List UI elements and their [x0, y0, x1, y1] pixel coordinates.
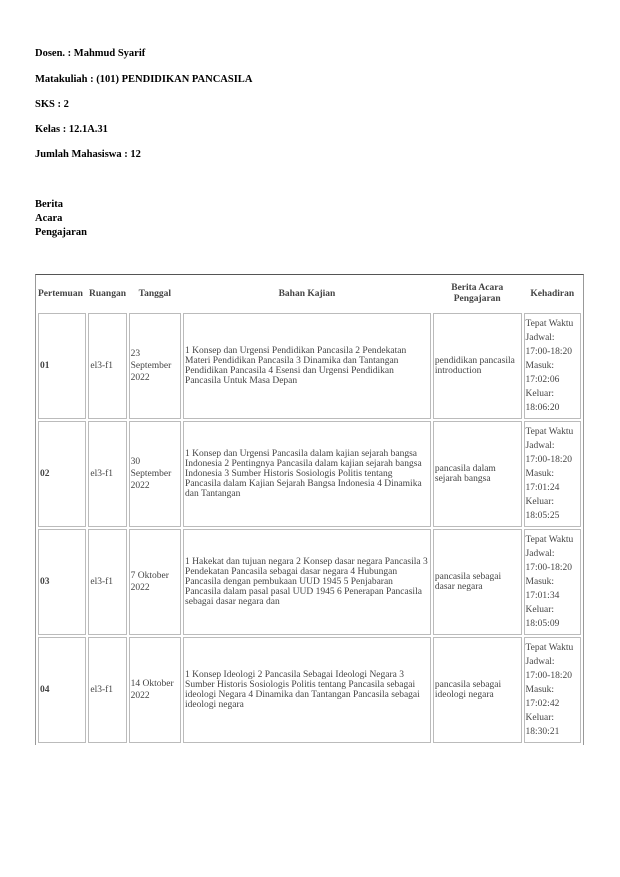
tanggal-cell: 7 Oktober 2022 — [129, 529, 181, 635]
berita-acara-cell: pancasila sebagai ideologi negara — [433, 637, 522, 743]
table-row — [38, 637, 581, 743]
column-header-berita-acara: Berita Acara Pengajaran — [451, 283, 504, 304]
kehadiran-jadwal-label: Jadwal: — [525, 441, 555, 451]
tanggal-cell: 14 Oktober 2022 — [129, 637, 181, 743]
bahan-kajian-cell: 1 Hakekat dan tujuan negara 2 Konsep dasar negara Pancasila 3 Pendekatan Pancasila sebagai dasar negara 4 Hubungan Pancasila dengan pembukaan UUD 1945 5 Penjabaran Pancasila dalam pasal pasal UUD 1945 6 Penerapan Pancasila sebagai dasar negara dan — [183, 529, 431, 635]
jumlah-mahasiswa-label: Jumlah Mahasiswa : 12 — [35, 149, 141, 160]
berita-acara-cell: pancasila dalam sejarah bangsa — [433, 421, 522, 527]
pertemuan-cell: 04 — [38, 637, 86, 743]
kehadiran-keluar-value: 18:06:20 — [525, 403, 560, 413]
pertemuan-cell: 01 — [38, 313, 86, 419]
tanggal-cell: 23 September 2022 — [129, 313, 181, 419]
kehadiran-masuk-label: Masuk: — [525, 361, 555, 371]
table-header-row — [38, 277, 581, 311]
ruangan-cell: el3-f1 — [88, 529, 126, 635]
kehadiran-status: Tepat Waktu — [525, 535, 574, 545]
section-title-line: Acara — [35, 213, 63, 224]
table-row — [38, 313, 581, 419]
bahan-kajian-cell: 1 Konsep dan Urgensi Pancasila dalam kajian sejarah bangsa Indonesia 2 Pentingnya Pancasila dalam kajian sejarah bangsa Indonesia 3 Sumber Historis Sosiologis Politis tentang Pancasila dalam Kajian Sejarah Bangsa Indonesia 4 Dinamika dan Tantangan — [183, 421, 431, 527]
dosen-label: Dosen. : Mahmud Syarif — [35, 48, 146, 59]
kehadiran-status: Tepat Waktu — [525, 643, 574, 653]
column-header-kehadiran: Kehadiran — [530, 288, 575, 299]
kehadiran-jadwal-value: 17:00-18:20 — [525, 455, 572, 465]
section-title-line: Berita — [35, 199, 63, 210]
bahan-kajian-cell: 1 Konsep Ideologi 2 Pancasila Sebagai Ideologi Negara 3 Sumber Historis Sosiologis Politis tentang Pancasila sebagai ideologi Negara 4 Dinamika dan Tantangan Pancasila sebagai ideologi negara — [183, 637, 431, 743]
section-title-line: Pengajaran — [35, 227, 87, 238]
ruangan-cell: el3-f1 — [88, 313, 126, 419]
kehadiran-cell — [524, 313, 581, 419]
kehadiran-keluar-label: Keluar: — [525, 605, 555, 615]
pertemuan-cell: 02 — [38, 421, 86, 527]
berita-acara-cell: pancasila sebagai dasar negara — [433, 529, 522, 635]
kehadiran-jadwal-label: Jadwal: — [525, 549, 555, 559]
column-header-pertemuan: Pertemuan — [38, 288, 83, 299]
table-row — [38, 421, 581, 527]
kehadiran-masuk-value: 17:02:42 — [525, 699, 560, 709]
kehadiran-cell — [524, 421, 581, 527]
kehadiran-masuk-value: 17:01:24 — [525, 483, 560, 493]
kehadiran-masuk-value: 17:02:06 — [525, 375, 560, 385]
column-header-ruangan: Ruangan — [89, 288, 126, 299]
sks-label: SKS : 2 — [35, 99, 69, 110]
ruangan-cell: el3-f1 — [88, 637, 126, 743]
kehadiran-cell — [524, 529, 581, 635]
kelas-label: Kelas : 12.1A.31 — [35, 124, 108, 135]
column-header-tanggal: Tanggal — [138, 288, 172, 299]
column-header-bahan-kajian: Bahan Kajian — [278, 288, 336, 299]
kehadiran-jadwal-value: 17:00-18:20 — [525, 347, 572, 357]
kehadiran-keluar-value: 18:05:25 — [525, 511, 560, 521]
kehadiran-status: Tepat Waktu — [525, 427, 574, 437]
kehadiran-keluar-value: 18:30:21 — [525, 727, 560, 737]
kehadiran-status: Tepat Waktu — [525, 319, 574, 329]
table-row — [38, 529, 581, 635]
tanggal-cell: 30 September 2022 — [129, 421, 181, 527]
kehadiran-jadwal-value: 17:00-18:20 — [525, 563, 572, 573]
kehadiran-keluar-label: Keluar: — [525, 389, 555, 399]
kehadiran-keluar-label: Keluar: — [525, 713, 555, 723]
kehadiran-jadwal-value: 17:00-18:20 — [525, 671, 572, 681]
kehadiran-masuk-value: 17:01:34 — [525, 591, 560, 601]
kehadiran-jadwal-label: Jadwal: — [525, 333, 555, 343]
kehadiran-masuk-label: Masuk: — [525, 577, 555, 587]
section-title — [35, 198, 87, 240]
kehadiran-masuk-label: Masuk: — [525, 469, 555, 479]
matakuliah-label: Matakuliah : (101) PENDIDIKAN PANCASILA — [35, 74, 253, 85]
ruangan-cell: el3-f1 — [88, 421, 126, 527]
berita-acara-table — [35, 274, 584, 745]
kehadiran-keluar-value: 18:05:09 — [525, 619, 560, 629]
berita-acara-cell: pendidikan pancasila introduction — [433, 313, 522, 419]
kehadiran-jadwal-label: Jadwal: — [525, 657, 555, 667]
kehadiran-masuk-label: Masuk: — [525, 685, 555, 695]
kehadiran-cell — [524, 637, 581, 743]
pertemuan-cell: 03 — [38, 529, 86, 635]
bahan-kajian-cell: 1 Konsep dan Urgensi Pendidikan Pancasila 2 Pendekatan Materi Pendidikan Pancasila 3 Dinamika dan Tantangan Pendidikan Pancasila 4 Esensi dan Urgensi Pendidikan Pancasila Untuk Masa Depan — [183, 313, 431, 419]
kehadiran-keluar-label: Keluar: — [525, 497, 555, 507]
